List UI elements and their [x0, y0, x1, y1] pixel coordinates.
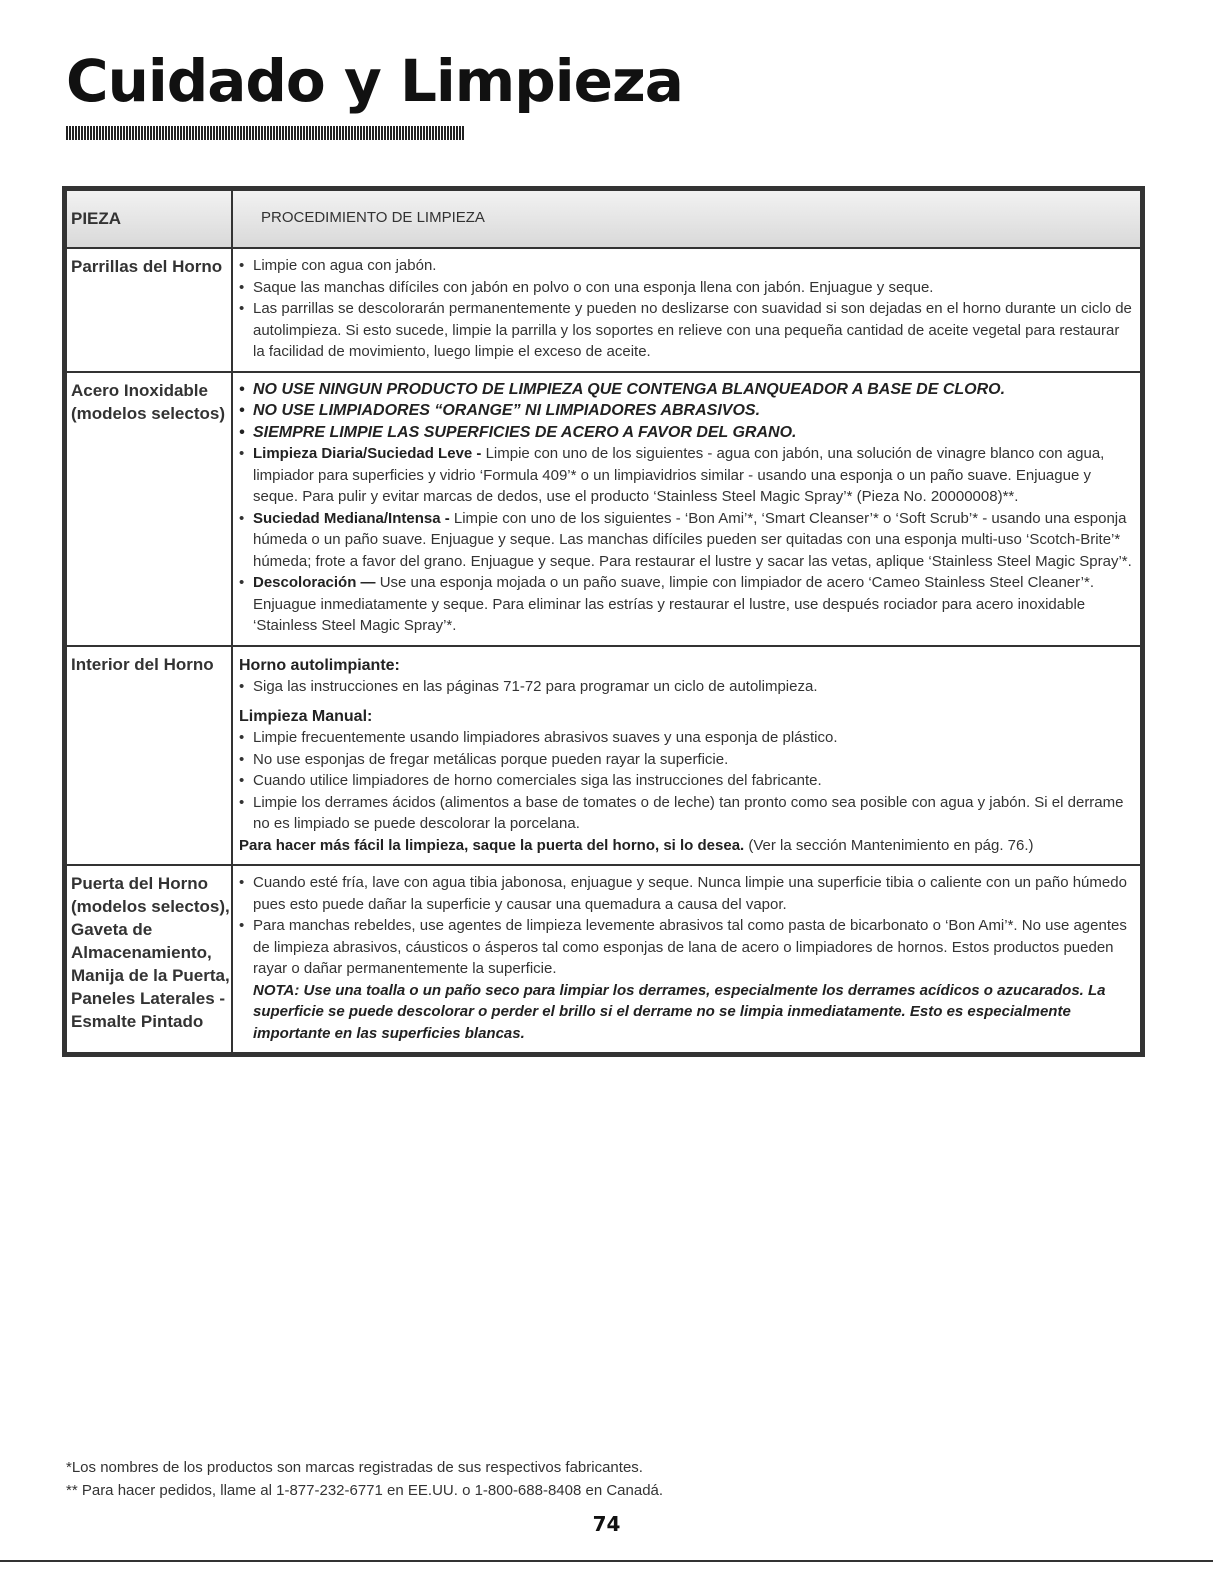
list-item: • Cuando utilice limpiadores de horno comerciales siga las instrucciones del fabricante.: [239, 770, 1132, 792]
list-item: • Para manchas rebeldes, use agentes de limpieza levemente abrasivos tal como pasta de bicarbonato o ‘Bon Ami’*. No use agentes de limpieza abrasivos, cáusticos o ásperos tal como esponjas de lana de acero o limpiadores de hornos. Estos productos pueden rayar o dañar permanentemente la superficie.: [239, 915, 1132, 980]
bullet: •: [239, 917, 245, 934]
bullet: •: [239, 278, 245, 296]
procedure-puerta: [233, 866, 1140, 1052]
bullet: •: [239, 772, 245, 789]
list-item: • Descoloración — Use una esponja mojada o un paño suave, limpie con limpiador de acero ‘Cameo Stainless Steel Cleaner’*. Enjuague inmediatamente y seque. Para eliminar las estrías y restaurar el lustre, use después rociador para acero inoxidable ‘Stainless Steel Magic Spray’*.: [239, 572, 1132, 637]
footnote: *Los nombres de los productos son marcas registradas de sus respectivos fabricantes.: [66, 1459, 643, 1476]
list-item: • Limpie con agua con jabón.: [239, 255, 1132, 277]
bullet: •: [239, 509, 245, 527]
bullet: •: [239, 257, 245, 274]
table-row-acero: [67, 373, 1140, 647]
subheading-auto: Horno autolimpiante:: [239, 656, 400, 674]
list-item: • Siga las instrucciones en las páginas 71-72 para programar un ciclo de autolimpieza.: [239, 676, 1132, 698]
bullet: •: [239, 729, 245, 746]
part-acero: Acero Inoxidable (modelos selectos): [67, 373, 233, 645]
bullet: •: [239, 423, 245, 441]
table-header: [67, 191, 1140, 249]
list-item: • Cuando esté fría, lave con agua tibia jabonosa, enjuague y seque. Nunca limpie una superficie tibia o caliente con un paño húmedo pues esto puede dañar la superficie y causar una quemadura a causa del vapor.: [239, 872, 1132, 915]
page-title: Cuidado y Limpieza: [66, 47, 683, 115]
part-interior: Interior del Horno: [67, 647, 233, 865]
title-underline: [66, 126, 464, 140]
note: NOTA: Use una toalla o un paño seco para limpiar los derrames, especialmente los derrames acídicos o azucarados. La superficie se puede descolorar o perder el brillo si el derrame no se limpia inmediatamente. Esto es especialmente importante en las superficies blancas.: [253, 981, 1106, 1042]
header-part: PIEZA: [67, 191, 233, 247]
warning-item: • NO USE NINGUN PRODUCTO DE LIMPIEZA QUE CONTENGA BLANQUEADOR A BASE DE CLORO.: [239, 379, 1132, 401]
warning-item: • NO USE LIMPIADORES “ORANGE” NI LIMPIADORES ABRASIVOS.: [239, 400, 1132, 422]
list-item: • Las parrillas se descolorarán permanentemente y pueden no deslizarse con suavidad si son dejadas en el horno durante un ciclo de autolimpieza. Si esto sucede, limpie la parrilla y los soportes en relieve con una pequeña cantidad de aceite vegetal para restaurar la facilidad de movimiento, luego limpie el exceso de aceite.: [239, 298, 1132, 363]
bullet: •: [239, 445, 245, 462]
bullet: •: [239, 380, 245, 398]
subheading-manual: Limpieza Manual:: [239, 707, 373, 725]
list-item: • Limpieza Diaria/Suciedad Leve - Limpie con uno de los siguientes - agua con jabón, una solución de vinagre blanco con agua, limpiador para superficies y vidrio ‘Formula 409’* o un limpiavidrios similar - usando una esponja o un paño suave. Enjuague y seque. Para pulir y evitar marcas de dedos, use el producto ‘Stainless Steel Magic Spray’* (Pieza No. 20000008)**.: [239, 443, 1132, 508]
header-procedure: PROCEDIMIENTO DE LIMPIEZA: [233, 191, 1140, 247]
bottom-rule: [0, 1560, 1213, 1562]
bullet: •: [239, 300, 245, 317]
page-number: 74: [592, 1512, 621, 1536]
procedure-interior: [233, 647, 1140, 865]
bullet: •: [239, 750, 245, 768]
list-item: • Limpie los derrames ácidos (alimentos a base de tomates o de leche) tan pronto como sea posible con agua y jabón. Si el derrame no es limpiado se puede descolorar la porcelana.: [239, 792, 1132, 835]
bullet: •: [239, 678, 245, 695]
warning-item: • SIEMPRE LIMPIE LAS SUPERFICIES DE ACERO A FAVOR DEL GRANO.: [239, 422, 1132, 444]
part-parrillas: Parrillas del Horno: [67, 249, 233, 371]
list-item: • Limpie frecuentemente usando limpiadores abrasivos suaves y una esponja de plástico.: [239, 727, 1132, 749]
bullet: •: [239, 402, 245, 419]
bullet: •: [239, 874, 245, 891]
footnotes: [66, 1456, 663, 1502]
list-item: • No use esponjas de fregar metálicas porque pueden rayar la superficie.: [239, 749, 1132, 771]
table-row-parrillas: [67, 249, 1140, 373]
part-puerta: Puerta del Horno (modelos selectos), Gaveta de Almacenamiento, Manija de la Puerta, Paneles Laterales - Esmalte Pintado: [67, 866, 233, 1052]
table-row-interior: [67, 647, 1140, 867]
list-item: • Suciedad Mediana/Intensa - Limpie con uno de los siguientes - ‘Bon Ami’*, ‘Smart Cleanser’* o ‘Soft Scrub’* - usando una esponja húmeda o un paño suave. Enjuague y seque. Las manchas difíciles pueden ser quitadas con una esponja multi-uso ‘Scotch-Brite’* húmeda; frote a favor del grano. Enjuague y seque. Para restaurar el lustre y sacar las vetas, aplique ‘Stainless Steel Magic Spray’*.: [239, 508, 1132, 573]
tip-line: Para hacer más fácil la limpieza, saque la puerta del horno, si lo desea. (Ver la sección Mantenimiento en pág. 76.): [239, 836, 1034, 854]
cleaning-table: [62, 186, 1145, 1057]
bullet: •: [239, 574, 245, 591]
list-item: • Saque las manchas difíciles con jabón en polvo o con una esponja llena con jabón. Enjuague y seque.: [239, 277, 1132, 299]
footnote: ** Para hacer pedidos, llame al 1-877-232-6771 en EE.UU. o 1-800-688-8408 en Canadá.: [66, 1482, 664, 1499]
procedure-parrillas: [233, 249, 1140, 371]
table-row-puerta: [67, 866, 1140, 1052]
bullet: •: [239, 793, 245, 811]
procedure-acero: [233, 373, 1140, 645]
